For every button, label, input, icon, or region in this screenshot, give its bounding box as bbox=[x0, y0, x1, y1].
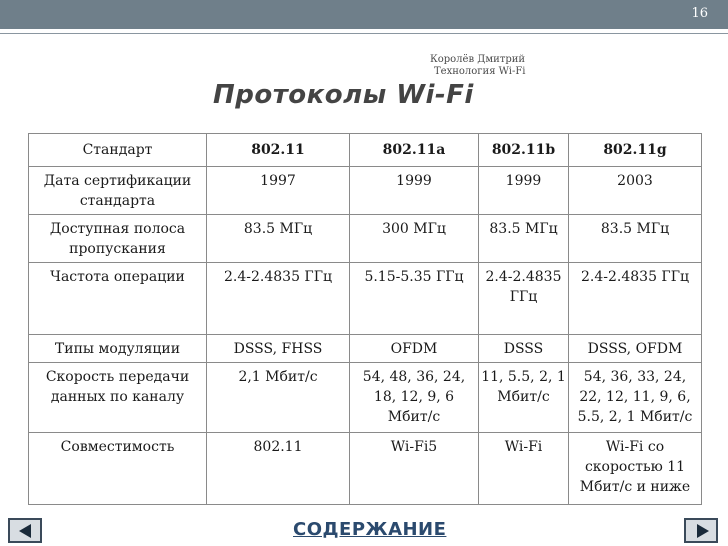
table-cell: 2.4-2.4835 ГГц bbox=[207, 263, 350, 335]
table-cell: DSSS, OFDM bbox=[569, 335, 702, 363]
table-cell: 2.4-2.4835 ГГц bbox=[479, 263, 569, 335]
table-cell: 54, 48, 36, 24, 18, 12, 9, 6 Мбит/с bbox=[350, 363, 479, 433]
contents-link[interactable]: СОДЕРЖАНИЕ bbox=[293, 519, 447, 540]
table-cell: 11, 5.5, 2, 1 Мбит/с bbox=[479, 363, 569, 433]
table-row bbox=[29, 433, 702, 505]
table-cell: 2.4-2.4835 ГГц bbox=[569, 263, 702, 335]
row-label: Типы модуляции bbox=[29, 335, 207, 363]
header-cell: 802.11 bbox=[207, 134, 350, 167]
header-cell: 802.11b bbox=[479, 134, 569, 167]
table-cell: 1999 bbox=[350, 167, 479, 215]
table-cell: Wi-Fi со скоростью 11 Мбит/с и ниже bbox=[569, 433, 702, 505]
table-row bbox=[29, 215, 702, 263]
prev-slide-button[interactable] bbox=[8, 518, 42, 543]
author-name: Королёв Дмитрий bbox=[430, 54, 526, 65]
table-cell: Wi-Fi5 bbox=[350, 433, 479, 505]
header-cell: 802.11a bbox=[350, 134, 479, 167]
table-cell: OFDM bbox=[350, 335, 479, 363]
table-cell: 1999 bbox=[479, 167, 569, 215]
table-cell: 802.11 bbox=[207, 433, 350, 505]
header-cell: Стандарт bbox=[29, 134, 207, 167]
arrow-right-icon bbox=[697, 524, 709, 538]
table-cell: 83.5 МГц bbox=[207, 215, 350, 263]
table-row bbox=[29, 363, 702, 433]
table-cell: 300 МГц bbox=[350, 215, 479, 263]
table-cell: Wi-Fi bbox=[479, 433, 569, 505]
table-cell: 5.15-5.35 ГГц bbox=[350, 263, 479, 335]
row-label: Совместимость bbox=[29, 433, 207, 505]
row-label: Дата сертификации стандарта bbox=[29, 167, 207, 215]
author-block bbox=[430, 54, 526, 78]
table-cell: DSSS bbox=[479, 335, 569, 363]
table-header-row bbox=[29, 134, 702, 167]
table-cell: 2,1 Мбит/с bbox=[207, 363, 350, 433]
table-cell: 2003 bbox=[569, 167, 702, 215]
protocols-table bbox=[28, 133, 702, 505]
arrow-left-icon bbox=[19, 524, 31, 538]
table-row bbox=[29, 335, 702, 363]
table-row bbox=[29, 167, 702, 215]
table-cell: 54, 36, 33, 24, 22, 12, 11, 9, 6, 5.5, 2, 1 Мбит/с bbox=[569, 363, 702, 433]
header-cell: 802.11g bbox=[569, 134, 702, 167]
table-cell: 1997 bbox=[207, 167, 350, 215]
next-slide-button[interactable] bbox=[684, 518, 718, 543]
row-label: Скорость передачи данных по каналу bbox=[29, 363, 207, 433]
page-number: 16 bbox=[691, 6, 708, 21]
page-title: Протоколы Wi-Fi bbox=[213, 80, 474, 110]
row-label: Частота операции bbox=[29, 263, 207, 335]
row-label: Доступная полоса пропускания bbox=[29, 215, 207, 263]
top-bar bbox=[0, 0, 728, 29]
table-cell: DSSS, FHSS bbox=[207, 335, 350, 363]
author-subtitle: Технология Wi-Fi bbox=[434, 66, 526, 77]
divider bbox=[0, 33, 728, 34]
table-row bbox=[29, 263, 702, 335]
table-cell: 83.5 МГц bbox=[569, 215, 702, 263]
table-cell: 83.5 МГц bbox=[479, 215, 569, 263]
